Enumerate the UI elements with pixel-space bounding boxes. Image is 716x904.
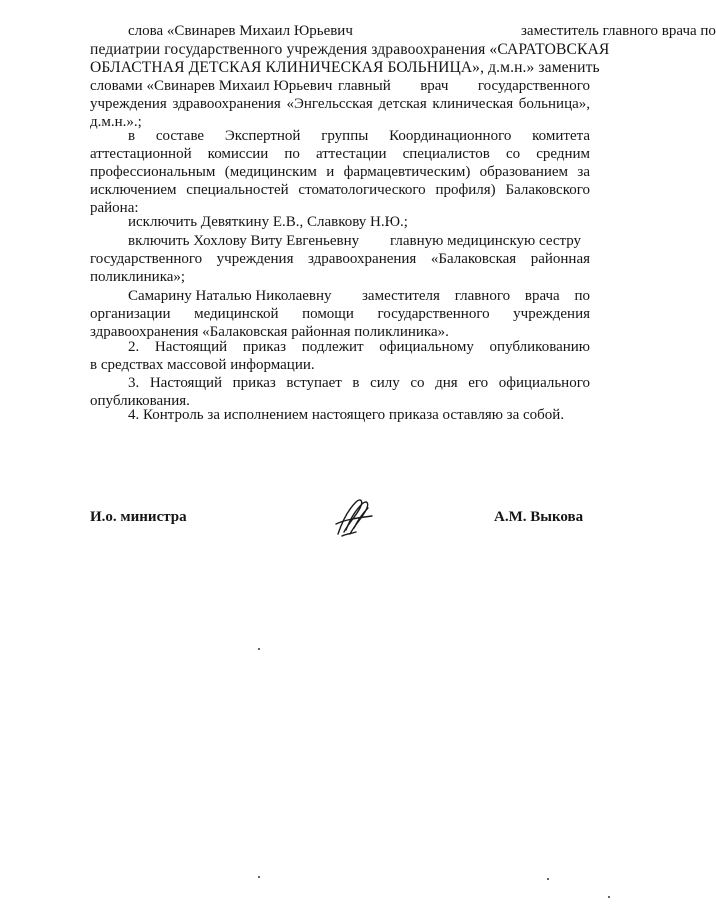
text-line [128,287,590,305]
text-line: в средствах массовой информации. [90,357,315,373]
text-line: опубликования. [90,393,190,409]
text-line: педиатрии государственного учреждения здравоохранения «САРАТОВСКАЯ [90,41,610,58]
scan-speck [608,896,610,898]
text-line [90,77,590,95]
scan-speck [258,876,260,878]
text-line: здравоохранения «Балаковская районная поликлиника». [90,324,449,340]
text-line: исключить Девяткину Е.В., Славкову Н.Ю.; [128,214,408,230]
text-segment: слова «Свинарев Михаил Юрьевич [128,23,353,39]
text-line: профессиональным (медицинским и фармацевтическим) образованием за [90,164,590,180]
signatory-position: И.о. министра [90,509,187,525]
text-line: 4. Контроль за исполнением настоящего приказа оставляю за собой. [128,407,565,423]
text-segment: заместитель главного врача по [521,23,716,39]
text-segment: главную медицинскую сестру [390,233,582,249]
scan-speck [258,648,260,650]
text-line: организации медицинской помощи государственного учреждения [90,306,590,322]
text-line: района: [90,200,139,216]
text-line: 3. Настоящий приказ вступает в силу со дня его официального [128,375,590,391]
text-segment: заместителя главного врача по [362,288,590,304]
text-line [128,22,716,40]
text-line: ОБЛАСТНАЯ ДЕТСКАЯ КЛИНИЧЕСКАЯ БОЛЬНИЦА», д.м.н.» заменить [90,59,600,76]
text-line: исключением специальностей стоматологического профиля) Балаковского [90,182,590,198]
handwritten-signature [332,494,376,542]
text-segment: словами «Свинарев Михаил Юрьевич [90,78,333,94]
text-line: 2. Настоящий приказ подлежит официальному опубликованию [128,339,590,355]
text-line: учреждения здравоохранения «Энгельсская детская клиническая больница», [90,96,590,112]
text-line: д.м.н.».; [90,114,142,130]
text-segment: включить Хохлову Виту Евгеньевну [128,233,360,249]
text-line: в составе Экспертной группы Координационного комитета [128,128,590,144]
text-line: государственного учреждения здравоохранения «Балаковская районная [90,251,590,267]
text-line: поликлиника»; [90,269,186,285]
text-line [128,232,590,250]
signatory-name: А.М. Выкова [494,509,584,525]
text-segment: Самарину Наталью Николаевну [128,288,332,304]
scan-speck [547,878,549,880]
text-line: аттестационной комиссии по аттестации специалистов со средним [90,146,590,162]
text-segment: главный врач государственного [338,78,590,94]
